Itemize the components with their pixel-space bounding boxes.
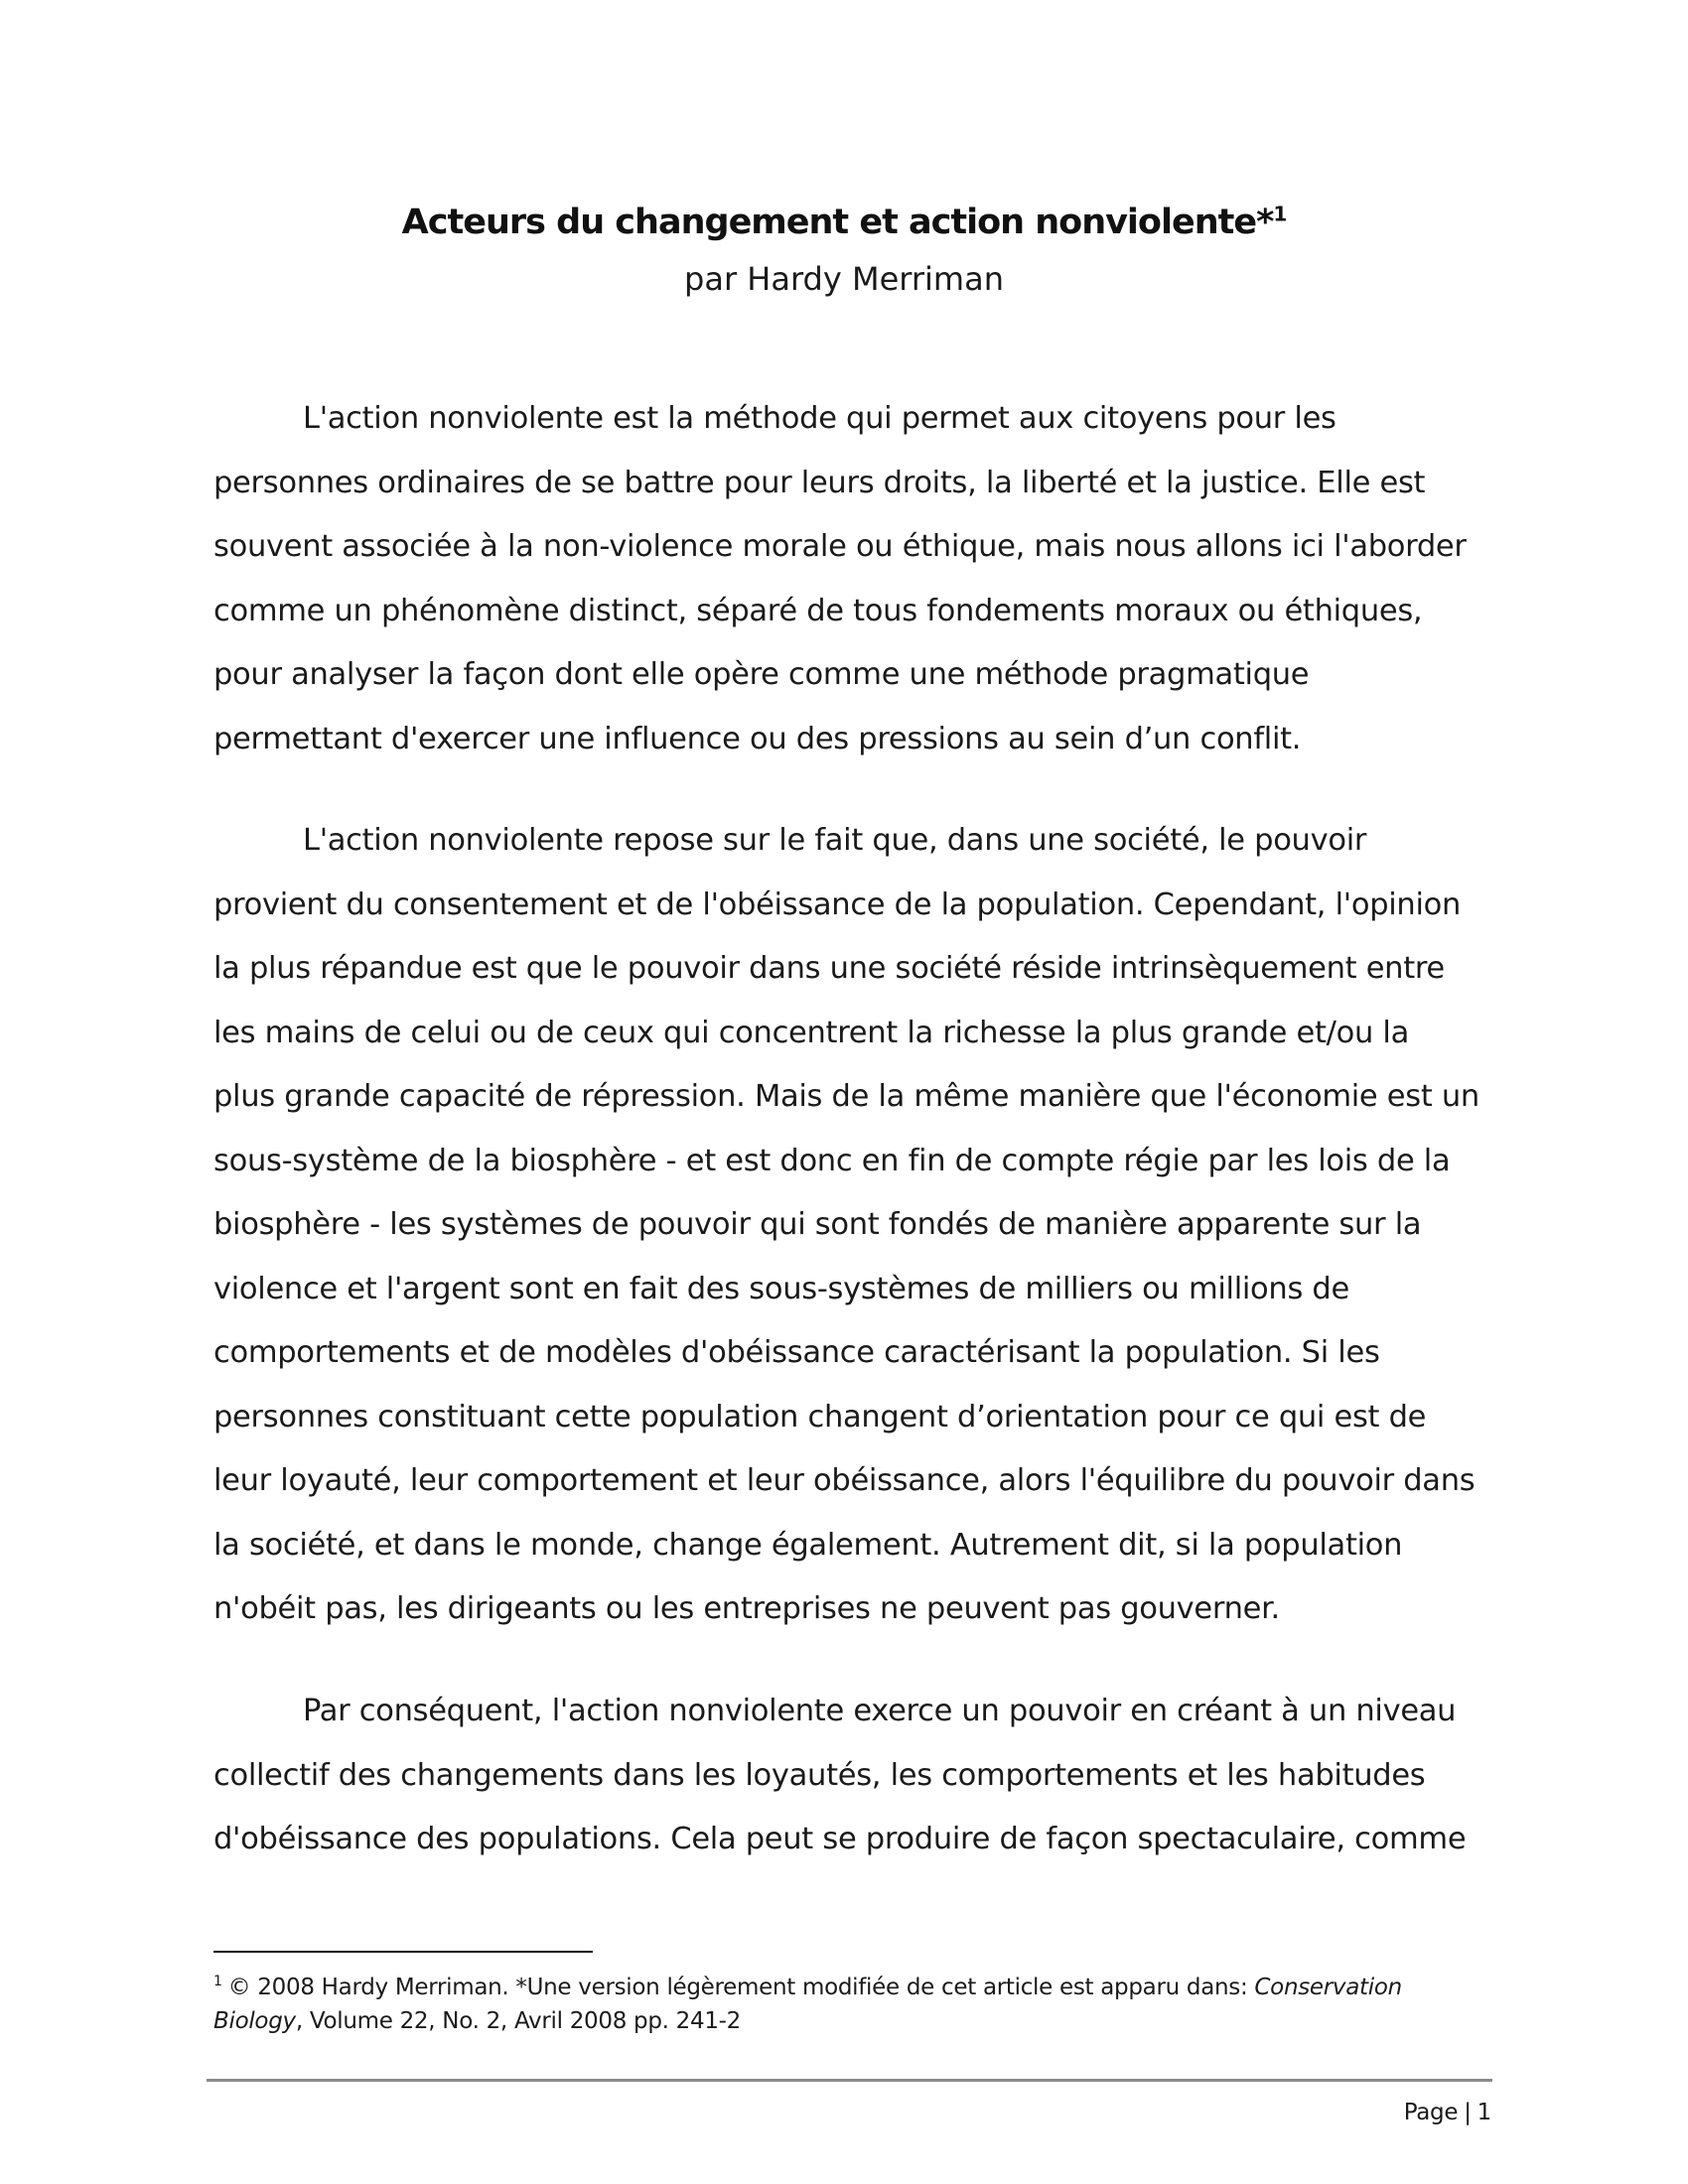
paragraph-text: Par conséquent, l'action nonviolente exerce un pouvoir en créant à un niveau collectif des changements dans les loyautés, les comportements et les habitudes d'obéissance des populations. Cela peut se produire de façon spectaculaire, comme bbox=[213, 1694, 1467, 1856]
document-author: par Hardy Merriman bbox=[684, 260, 1004, 298]
body-paragraph-1 bbox=[213, 387, 1479, 771]
page-number-value: 1 bbox=[1477, 2100, 1491, 2125]
title-block bbox=[0, 199, 1688, 302]
body-paragraph-2 bbox=[213, 809, 1479, 1642]
footnote bbox=[213, 1971, 1484, 2038]
paragraph-text: L'action nonviolente est la méthode qui permet aux citoyens pour les personnes ordinaires de se battre pour leurs droits, la liberté et la justice. Elle est souvent associée à la non-violence morale ou éthique, mais nous allons ici l'aborder comme un phénomène distinct, séparé de tous fondements moraux ou éthiques, pour analyser la façon dont elle opère comme une méthode pragmatique permettant d'exercer une influence ou des pressions au sein d’un conflit. bbox=[213, 401, 1467, 756]
footnote-text-before: © 2008 Hardy Merriman. *Une version légèrement modifiée de cet article est apparu dans: bbox=[227, 1975, 1255, 2000]
page-separator: | bbox=[1464, 2100, 1472, 2125]
paragraph-text: L'action nonviolente repose sur le fait que, dans une société, le pouvoir provient du consentement et de l'obéissance de la population. Cependant, l'opinion la plus répandue est que le pouvoir dans une société réside intrinsèquement entre les mains de celui ou de ceux qui concentrent la richesse la plus grande et/ou la plus grande capacité de répression. Mais de la même manière que l'économie est un sous-système de la biosphère - et est donc en fin de compte régie par les lois de la biosphère - les systèmes de pouvoir qui sont fondés de manière apparente sur la violence et l'argent sont en fait des sous-systèmes de milliers ou millions de comportements et de modèles d'obéissance caractérisant la population. Si les personnes constituant cette population changent d’orientation pour ce qui est de leur loyauté, leur comportement et leur obéissance, alors l'équilibre du pouvoir dans la société, et dans le monde, change également. Autrement dit, si la population n'obéit pas, les dirigeants ou les entreprises ne peuvent pas gouverner. bbox=[213, 823, 1479, 1626]
footer-divider bbox=[207, 2079, 1492, 2082]
page-label: Page bbox=[1403, 2100, 1459, 2125]
document-title bbox=[0, 199, 1688, 246]
footnote-separator bbox=[213, 1951, 593, 1953]
footnote-journal: Conservation Biology bbox=[213, 1975, 1402, 2034]
title-footnote-marker[interactable]: 1 bbox=[1273, 202, 1287, 226]
title-text: Acteurs du changement et action nonviolente* bbox=[401, 203, 1274, 242]
footnote-marker: 1 bbox=[213, 1974, 222, 1990]
page-number bbox=[1404, 2097, 1491, 2128]
body-paragraph-3 bbox=[213, 1680, 1479, 1872]
footnote-text-after: , Volume 22, No. 2, Avril 2008 pp. 241-2 bbox=[295, 2008, 741, 2034]
